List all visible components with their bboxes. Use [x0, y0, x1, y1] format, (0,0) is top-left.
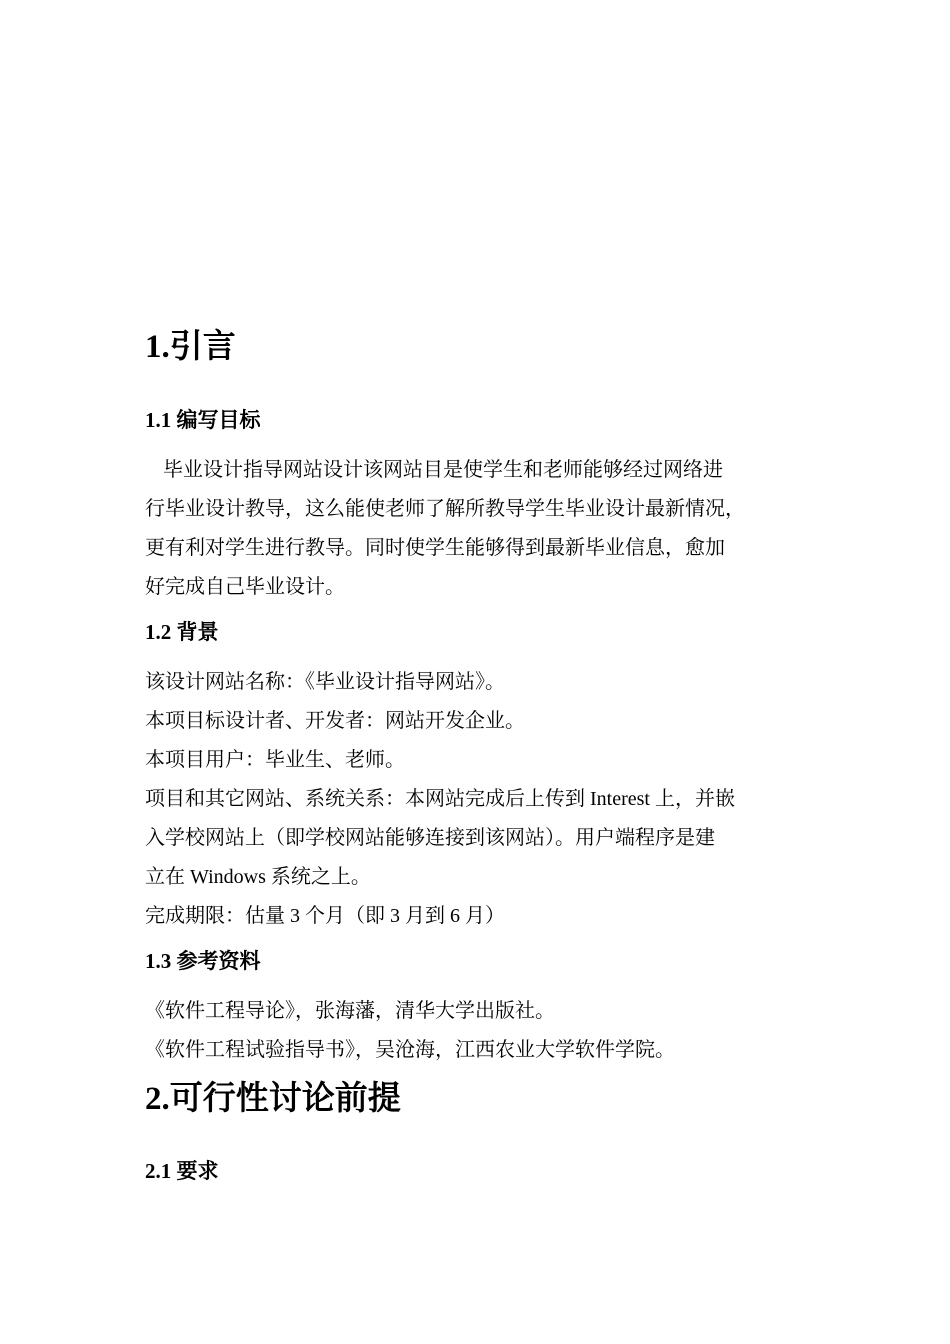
reference-item: 《软件工程试验指导书》，吴沧海，江西农业大学软件学院。 — [145, 1039, 675, 1061]
paragraph-line: 完成期限：估量 3 个月（即 3 月到 6 月） — [145, 905, 505, 927]
heading-introduction: 1.引言 — [145, 329, 236, 365]
heading-background: 1.2 背景 — [145, 620, 219, 644]
paragraph-line: 行毕业设计教导，这么能使老师了解所教导学生毕业设计最新情况， — [145, 498, 745, 520]
paragraph-line: 立在 Windows 系统之上。 — [145, 866, 371, 888]
paragraph-line: 本项目标设计者、开发者：网站开发企业。 — [145, 710, 525, 732]
paragraph-line: 更有利对学生进行教导。同时使学生能够得到最新毕业信息，愈加 — [145, 537, 725, 559]
paragraph-line: 好完成自己毕业设计。 — [145, 576, 345, 598]
heading-writing-goal: 1.1 编写目标 — [145, 408, 261, 432]
paragraph-background — [145, 663, 810, 936]
paragraph-line: 该设计网站名称：《毕业设计指导网站》。 — [145, 671, 505, 693]
heading-requirements: 2.1 要求 — [145, 1159, 219, 1183]
heading-feasibility: 2.可行性讨论前提 — [145, 1081, 401, 1117]
paragraph-line: 毕业设计指导网站设计该网站目是使学生和老师能够经过网络进 — [163, 459, 723, 481]
paragraph-writing-goal — [145, 451, 810, 607]
paragraph-line: 入学校网站上（即学校网站能够连接到该网站）。用户端程序是建 — [145, 827, 715, 849]
paragraph-references — [145, 992, 810, 1070]
document-body — [145, 322, 810, 1186]
paragraph-line: 本项目用户：毕业生、老师。 — [145, 749, 405, 771]
reference-item: 《软件工程导论》，张海藩，清华大学出版社。 — [145, 1000, 555, 1022]
heading-references: 1.3 参考资料 — [145, 949, 261, 973]
paragraph-line: 项目和其它网站、系统关系：本网站完成后上传到 Interest 上，并嵌 — [145, 788, 735, 810]
